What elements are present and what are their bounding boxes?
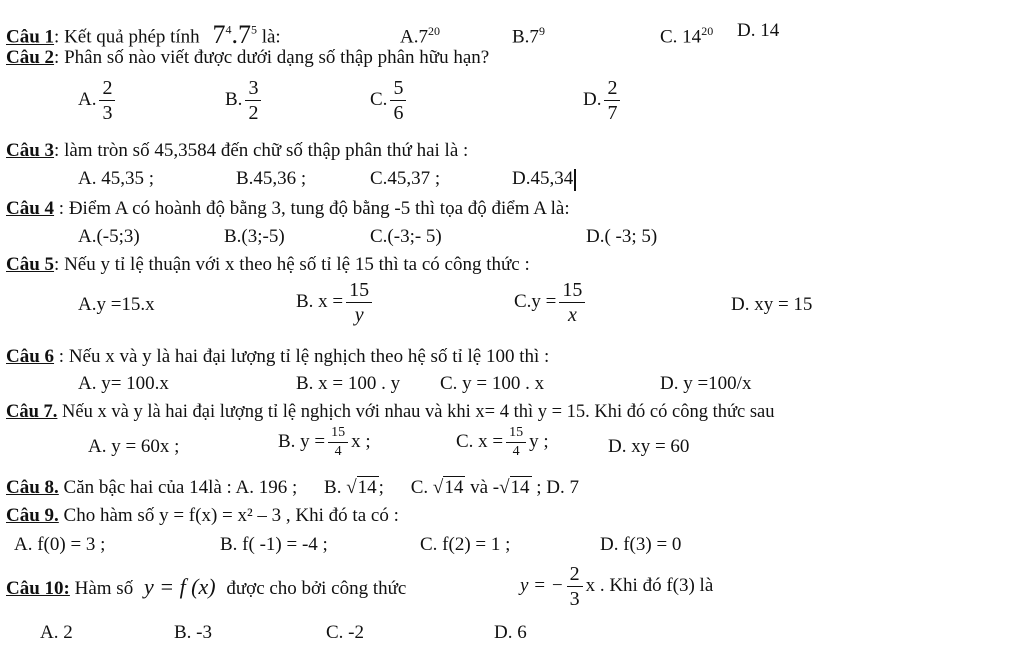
q10-option-b: B. -3 [174,622,212,643]
question-2-text: : Phân số nào viết được dưới dạng số thập phân hữu hạn? [54,47,490,68]
question-2-label: Câu 2 [6,47,55,68]
question-7-text: Nếu x và y là hai đại lượng tỉ lệ nghịch với nhau và khi x= 4 thì y = 15. Khi đó có công thức sau [57,402,775,422]
question-2 [6,47,489,69]
q4-option-b: B.(3;-5) [224,226,285,247]
q9-option-a: A. f(0) = 3 ; [14,534,106,555]
question-6-label: Câu 6 [6,346,55,367]
question-3-text: : làm tròn số 45,3584 đến chữ số thập phân thứ hai là : [54,140,469,161]
question-5-text: : Nếu y tỉ lệ thuận với x theo hệ số tỉ lệ 15 thì ta có công thức : [54,254,530,275]
q4-option-c: C.(-3;- 5) [370,226,442,247]
question-5-label: Câu 5 [6,254,55,275]
q7-option-d: D. xy = 60 [608,436,690,457]
question-4-text: : Điểm A có hoành độ bằng 3, tung độ bằng -5 thì tọa độ điểm A là: [54,198,570,219]
question-10-label: Câu 10: [6,578,70,599]
question-1: Câu 1: Kết quả phép tính $7^4.7^5$ là: [6,19,281,49]
q2-option-a: A. $\frac{2}{3}$ [78,78,118,123]
q7-option-b: B. y = $\frac{15}{4}$ x ; [278,425,371,459]
question-1-text: : Kết quả phép tính [54,26,200,48]
q6-option-b: B. x = 100 . y [296,373,401,394]
question-9 [6,505,399,527]
q6-option-d: D. y =100/x [660,373,752,394]
q3-option-d: D.45,34 [512,168,576,191]
question-9-label: Câu 9. [6,505,59,526]
q9-option-b: B. f( -1) = -4 ; [220,534,328,555]
q2-option-c: C. $\frac{5}{6}$ [370,78,409,123]
q9-option-c: C. f(2) = 1 ; [420,534,511,555]
q6-option-a: A. y= 100.x [78,373,169,394]
q9-option-d: D. f(3) = 0 [600,534,682,555]
q1-option-a: $A.7^{20}$ [400,24,440,48]
power-7-4: $7^4.7^5$ [212,19,257,49]
q5-option-d: D. xy = 15 [731,294,813,315]
question-4 [6,198,570,220]
q8-option-c: C. √14 và -√14 ; D. 7 [410,477,580,498]
q10-formula: y = − $\frac{2}{3}$ x . Khi đó f(3) là [520,563,714,610]
q5-option-b: B. x = $\frac{15}{y}$ [296,280,375,325]
question-10: Câu 10: Hàm số y = f (x) được cho bởi công thức [6,574,407,599]
question-6 [6,346,549,368]
question-6-text: : Nếu x và y là hai đại lượng tỉ lệ nghịch theo hệ số tỉ lệ 100 thì : [54,346,550,367]
q10-option-a: A. 2 [40,622,73,643]
question-8 [6,477,579,499]
q3-option-c: C.45,37 ; [370,168,441,189]
question-8-text: Căn bậc hai của 14là : A. 196 ; [58,477,298,498]
function-notation: y = f (x) [143,574,216,599]
q1-option-d: D. 14 [737,20,780,41]
question-3 [6,140,468,162]
q3-option-a: A. 45,35 ; [78,168,154,189]
q1-option-b: $B.7^9$ [512,24,545,48]
question-3-label: Câu 3 [6,140,55,161]
q8-option-b: B. √14 ; [324,477,384,498]
question-4-label: Câu 4 [6,198,55,219]
q10-option-d: D. 6 [494,622,527,643]
question-7-label: Câu 7. [6,402,58,422]
q1-option-c: C. $14^{20}$ [660,24,714,48]
q4-option-d: D.( -3; 5) [586,226,658,247]
q4-option-a: A.(-5;3) [78,226,140,247]
question-8-label: Câu 8. [6,477,59,498]
question-9-text: Cho hàm số y = f(x) = x² – 3 , Khi đó ta có : [58,505,399,526]
question-1-label: Câu 1 [6,26,55,48]
question-7 [6,401,775,423]
q3-option-b: B.45,36 ; [236,168,307,189]
q5-option-c: C.y = $\frac{15}{x}$ [514,280,588,325]
q5-option-a: A.y =15.x [78,294,155,315]
q2-option-d: D. $\frac{2}{7}$ [583,78,623,123]
text-cursor [574,169,576,191]
q2-option-b: B. $\frac{3}{2}$ [225,78,264,123]
q6-option-c: C. y = 100 . x [440,373,545,394]
q10-option-c: C. -2 [326,622,364,643]
q7-option-a: A. y = 60x ; [88,436,180,457]
question-5 [6,254,530,276]
q7-option-c: C. x = $\frac{15}{4}$ y ; [456,425,549,459]
